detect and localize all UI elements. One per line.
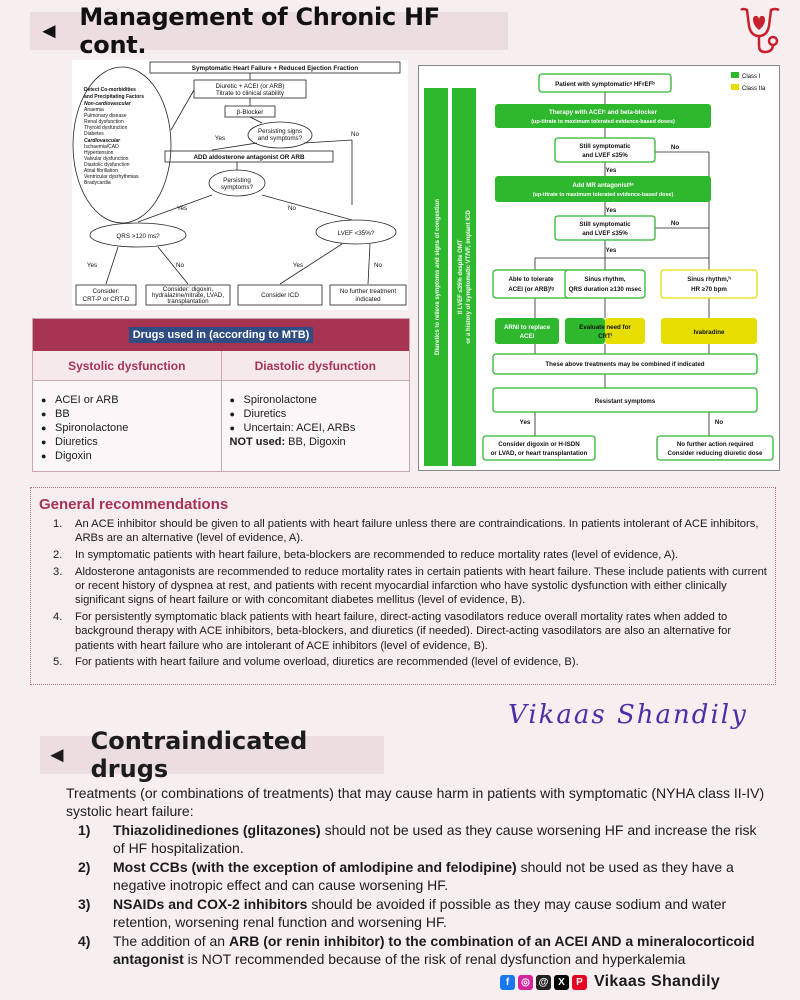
rf-evaluate-1: Evaluate need for (579, 324, 631, 331)
list-item (66, 896, 766, 931)
lf-cv-4: Atrial fibrillation (84, 168, 118, 174)
bullet-icon: ● (41, 451, 47, 461)
list-item (39, 565, 767, 608)
rf-nofurther-1: No further action required (676, 441, 754, 448)
item-text: should not be used as they have a negative inotropic effect and can cause worsening HF. (113, 859, 734, 893)
rf-sinus1-2: QRS duration ≥130 msec (568, 286, 642, 293)
lf-noncv-0: Anaemia (84, 107, 104, 113)
left-triangle-icon: ◄ (38, 18, 60, 43)
not-used-line (222, 435, 410, 449)
addmr-box (495, 176, 711, 202)
lf-yes-2: Yes (176, 205, 188, 212)
bullet-icon: ● (41, 409, 47, 419)
rf-yes-4: Yes (519, 419, 531, 426)
list-item (39, 610, 767, 653)
lf-noncv-4: Diabetes (84, 131, 104, 137)
bullet-icon: ● (41, 437, 47, 447)
systolic-title: Systolic dysfunction (33, 351, 221, 381)
item-body (113, 822, 766, 857)
item-text: For patients with heart failure and volume overload, diuretics are recommended (level of evidence, B). (75, 656, 579, 669)
item-body (113, 896, 766, 931)
rf-resistant: Resistant symptoms (594, 398, 656, 405)
rf-ivabradine: Ivabradine (693, 329, 725, 336)
lf-crt-1: Consider: (92, 288, 120, 295)
lf-add: ADD aldosterone antagonist OR ARB (193, 154, 305, 161)
recommendations-title: General recommendations (39, 496, 229, 513)
list-item (39, 517, 767, 546)
legend-green-swatch (731, 72, 739, 78)
rf-still1-1: Still symptomatic (579, 143, 631, 150)
systolic-item: BB (55, 408, 70, 420)
item-text: In symptomatic patients with heart failure, beta-blockers are recommended to reduce mortality rates (level of evidence, A). (75, 549, 679, 561)
bar1-text: Diuretics to relieve symptoms and signs of congestion (435, 198, 441, 356)
rf-addmr-1: Add MR antagonistᵈᵃ (572, 182, 634, 189)
page-title (30, 3, 508, 59)
lf-cv-1: Hypertension (84, 150, 114, 156)
lf-cv-0: Ischaemia/CAD (84, 144, 119, 150)
lf-qrs: QRS >120 ms? (116, 233, 160, 240)
rf-still2-2: and LVEF ≤35% (582, 230, 628, 237)
lf-noncv: Non-cardiovascular (84, 101, 131, 107)
rf-nofurther-2: Consider reducing diuretic dose (667, 450, 763, 457)
lf-comorb-2: and Precipitating Factors (84, 94, 145, 100)
left-triangle-icon: ◄ (46, 742, 68, 767)
list-item (230, 407, 410, 421)
lf-cv: Cardiovascular (84, 138, 121, 144)
bullet-icon: ● (41, 395, 47, 405)
rf-therapy-1: Therapy with ACEIᶜ and beta-blocker (548, 109, 658, 116)
item-number: 4. (53, 611, 63, 623)
list-item (41, 449, 221, 463)
rf-able-1: Able to tolerate (508, 276, 554, 283)
bullet-icon: ● (41, 423, 47, 433)
evaluate-box-green (565, 318, 605, 344)
item-number: 3) (78, 896, 91, 912)
lf-yes-4: Yes (292, 262, 304, 269)
left-flowchart (72, 60, 408, 310)
item-body (113, 933, 766, 968)
lf-no-1: No (350, 131, 360, 138)
lf-no-4: No (373, 262, 383, 269)
lf-cv-5: Ventricular dysrhythmias (84, 174, 139, 180)
lf-dig-2: hydralazine/nitrate, LVAD, (151, 292, 225, 299)
bullet-icon: ● (229, 423, 235, 433)
rf-yes-3: Yes (605, 247, 617, 254)
list-item (230, 393, 410, 407)
item-bold: Most CCBs (with the exception of amlodipine and felodipine) (113, 859, 517, 875)
list-item (41, 435, 221, 449)
lf-cv-6: Bradycardia (84, 180, 111, 186)
sinus-box-1 (565, 270, 645, 298)
rf-sinus1-1: Sinus rhythm, (584, 276, 626, 283)
item-body (113, 859, 766, 894)
lf-diuretic-1: Diuretic + ACEI (or ARB) (215, 83, 285, 90)
rf-addmr-2: (up-titrate to maximum tolerated evidence-based dose) (532, 192, 674, 198)
right-flowchart (418, 65, 780, 471)
lf-comorb-1: Detect Co-morbidities (84, 87, 136, 93)
lf-no-3: No (175, 262, 185, 269)
item-text: should not be used as they cause worsening HF and increase the risk of HF hospitalization. (113, 822, 757, 856)
page-title-text: Management of Chronic HF cont. (79, 3, 440, 59)
evaluate-box-yellow (605, 318, 645, 344)
drugs-table (32, 318, 410, 472)
rf-yes-1: Yes (605, 167, 617, 174)
not-used-label: NOT used: (229, 436, 286, 448)
list-item (66, 822, 766, 857)
rf-no-2: No (670, 220, 680, 227)
list-item (66, 859, 766, 894)
rf-no-3: No (714, 419, 724, 426)
item-bold: Thiazolidinediones (glitazones) (113, 822, 321, 838)
drugs-table-title: Drugs used in (according to MTB) (129, 327, 314, 343)
rf-still1-2: and LVEF ≤35% (582, 152, 628, 159)
item-bold: ARB (or renin inhibitor) to the combination of an ACEI AND a mineralocorticoid antagonist (113, 933, 755, 967)
instagram-icon[interactable]: ◎ (518, 975, 533, 990)
x-icon[interactable]: X (554, 975, 569, 990)
rf-arni-2: ACEI (519, 333, 535, 340)
lf-crt-2: CRT-P or CRT-D (82, 296, 130, 303)
lf-noncv-1: Pulmonary disease (84, 113, 127, 119)
item-number: 2) (78, 859, 91, 875)
item-text: is NOT recommended because of the risk of renal dysfunction and hyperkalemia (183, 950, 686, 967)
rf-sinus2-1: Sinus rhythm,ʰ (687, 276, 731, 283)
systolic-item: ACEI or ARB (55, 394, 119, 406)
rf-arni-1: ARNI to replace (503, 324, 551, 331)
rf-combined: These above treatments may be combined if indicated (545, 361, 705, 368)
footer (500, 973, 720, 991)
list-item (41, 421, 221, 435)
lf-persisting2-2: symptoms? (220, 184, 254, 191)
lf-persisting2-1: Persisting (223, 177, 251, 184)
lf-top: Symptomatic Heart Failure + Reduced Ejection Fraction (191, 65, 359, 72)
contraindicated-section (66, 784, 766, 970)
general-recommendations (30, 487, 776, 685)
rf-therapy-2: (up-titrate to maximum tolerated evidence-based doses) (531, 119, 675, 125)
lf-nofurther-1: No further treatment (339, 288, 397, 295)
item-number: 4) (78, 933, 91, 949)
item-text: Aldosterone antagonists are recommended to reduce mortality rates in certain patients with heart failure. These include patients with current or recent history of dyspnea at rest, and patients with recent myocardial infarction who have systolic dysfunction with either clinically significant signs of heart failure or with concomitant diabetes mellitus (level of evidence, B). (75, 565, 767, 607)
section-title-text: Contraindicated drugs (90, 727, 308, 783)
contra-intro: Treatments (or combinations of treatments) that may cause harm in patients with symptomatic (NYHA class II-IV) systolic heart failure: (66, 785, 765, 819)
diastolic-item: Spironolactone (243, 394, 317, 406)
item-bold: NSAIDs and COX-2 inhibitors (113, 896, 308, 912)
bullet-icon: ● (229, 395, 235, 405)
pinterest-icon[interactable]: P (572, 975, 587, 990)
diastolic-column (221, 351, 410, 471)
list-item (66, 933, 766, 968)
item-number: 1. (53, 518, 63, 530)
systolic-item: Digoxin (55, 450, 92, 462)
lf-yes-3: Yes (86, 262, 98, 269)
systolic-column (33, 351, 221, 471)
rf-digoxin-1: Consider digoxin or H-ISDN (498, 441, 580, 448)
lf-persisting1-2: and symptoms? (257, 135, 303, 142)
item-text: An ACE inhibitor should be given to all patients with heart failure unless there are contraindications. In patients intolerant of ACE inhibitors, ARBs are an alternative (level of evidence, A). (75, 518, 759, 545)
legend-yellow-swatch (731, 84, 739, 90)
lf-diuretic-2: Titrate to clinical stability (215, 90, 285, 97)
list-item (230, 421, 410, 435)
facebook-icon[interactable]: f (500, 975, 515, 990)
arni-box (495, 318, 559, 344)
icd-bar (452, 88, 476, 466)
list-item (41, 407, 221, 421)
lf-lvef: LVEF <35%? (337, 230, 375, 237)
stethoscope-heart-logo-icon (735, 6, 785, 56)
item-number: 1) (78, 822, 91, 838)
not-used-value: BB, Digoxin (285, 436, 346, 448)
lf-nofurther-2: indicated (355, 296, 381, 303)
lf-noncv-2: Renal dysfunction (84, 119, 124, 125)
section-title (40, 727, 384, 783)
item-number: 3. (53, 565, 63, 578)
lf-persisting1-1: Persisting signs (257, 128, 303, 135)
bullet-icon: ● (229, 409, 235, 419)
lf-cv-2: Valvular dysfunction (84, 156, 129, 162)
item-number: 2. (53, 549, 63, 561)
list-item (41, 393, 221, 407)
list-item (39, 655, 767, 669)
legend-class1: Class I (742, 74, 761, 80)
rf-digoxin-2: or LVAD, or heart transplantation (490, 450, 588, 457)
legend-class2a: Class IIa (742, 86, 766, 92)
rf-evaluate-2: CRTⁱ (598, 333, 612, 340)
threads-icon[interactable]: @ (536, 975, 551, 990)
diastolic-item: Diuretics (243, 408, 287, 420)
rf-sinus2-2: HR ≥70 bpm (691, 286, 727, 293)
lf-icd: Consider ICD (261, 292, 299, 299)
lf-dig-1: Consider: digoxin, (162, 286, 214, 293)
rf-able-2: ACEI (or ARB)ᶠᵍ (508, 286, 554, 293)
diastolic-title: Diastolic dysfunction (222, 351, 410, 381)
lf-cv-3: Diastolic dysfunction (84, 162, 130, 168)
rf-patient: Patient with symptomaticᵃ HFrEFᵇ (555, 81, 655, 88)
systolic-item: Spironolactone (55, 422, 129, 434)
footer-name: Vikaas Shandily (594, 973, 721, 990)
lf-dig-3: transplantation (167, 298, 209, 305)
systolic-item: Diuretics (55, 436, 98, 448)
drugs-table-header (33, 319, 409, 351)
rf-still2-1: Still symptomatic (579, 221, 631, 228)
bar2-text-1: If LVEF ≤35% despite OMT (458, 239, 464, 315)
rf-yes-2: Yes (605, 207, 617, 214)
item-text: For persistently symptomatic black patients with heart failure, direct-acting vasodilators reduce overall mortality rates when added to background therapy with ACE inhibitors, beta-blockers, and diuretics (if needed). Direct-acting vasodilators are also an alternative for patients with heart failure who are intolerant of ACE inhibitors (level of evidence, B). (75, 611, 732, 652)
lf-yes-1: Yes (214, 135, 226, 142)
lf-noncv-3: Thyroid dysfunction (84, 125, 128, 131)
list-item (39, 548, 767, 562)
rf-no-1: No (670, 144, 680, 151)
item-pre: The addition of an (113, 933, 229, 949)
bar2-text-2: or a history of symptomatic VT/VF, implant ICD (466, 210, 472, 344)
lf-no-2: No (287, 205, 297, 212)
sinus-box-2 (661, 270, 757, 298)
item-number: 5. (53, 656, 63, 669)
lf-blocker: β-Blocker (236, 109, 264, 116)
diastolic-item: Uncertain: ACEI, ARBs (243, 422, 356, 434)
signature: Vikaas Shandily (508, 700, 748, 730)
item-text: should be avoided if possible as they may cause sodium and water retention, worsening renal function and worsening HF. (113, 896, 727, 930)
